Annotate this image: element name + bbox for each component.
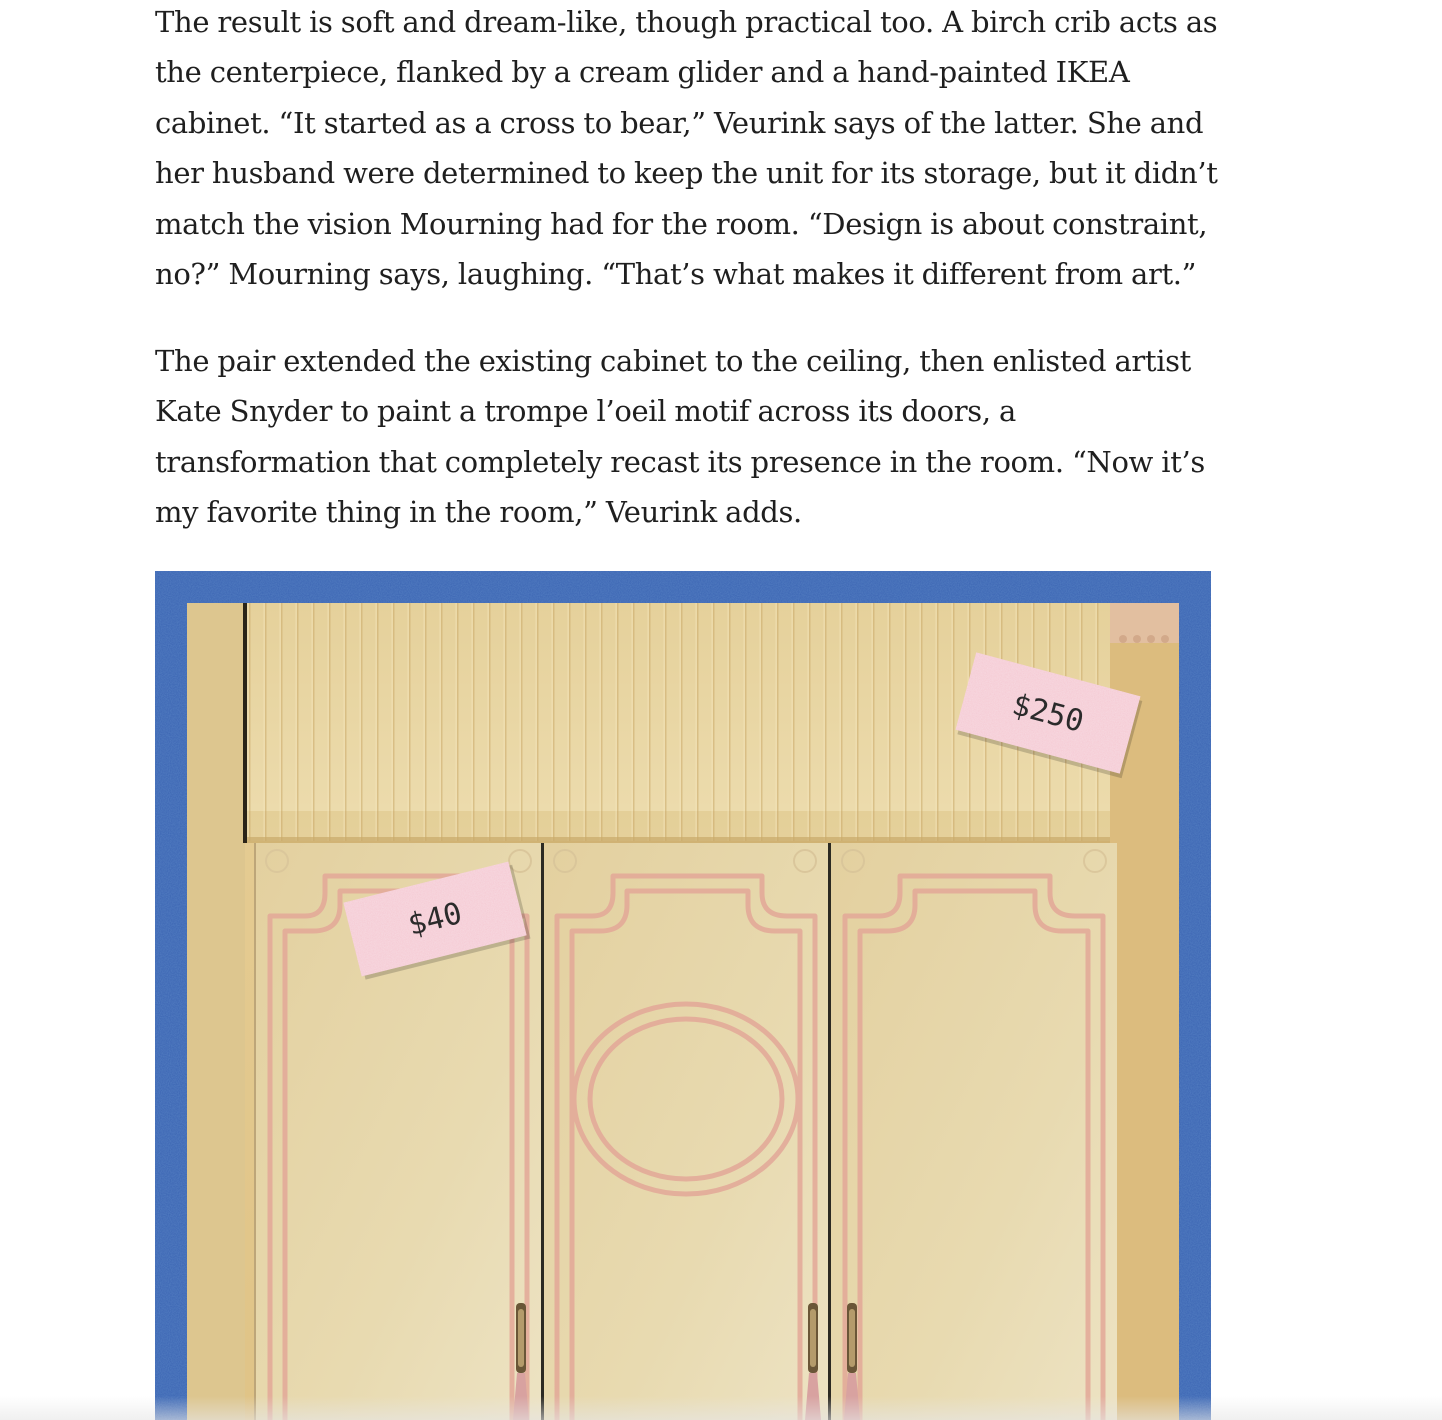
paragraph-line: my favorite thing in the room,” Veurink adds. — [155, 495, 802, 530]
paragraph-line: transformation that completely recast its presence in the room. “Now it’s — [155, 444, 1205, 479]
paragraph-line: The result is soft and dream-like, though practical too. A birch crib acts as — [155, 5, 1218, 39]
paragraph-line: match the vision Mourning had for the room. “Design is about constraint, — [155, 206, 1208, 241]
paragraph-line: Kate Snyder to paint a trompe l’oeil motif across its doors, a — [155, 394, 1016, 429]
paragraph-line: the centerpiece, flanked by a cream glider and a hand-painted IKEA — [155, 55, 1130, 90]
paragraph-line: no?” Mourning says, laughing. “That’s what makes it different from art.” — [155, 257, 1197, 292]
paragraph-line: The pair extended the existing cabinet to the ceiling, then enlisted artist — [155, 344, 1191, 378]
price-tag-label: $250 — [1008, 687, 1088, 740]
article-paragraph-2 — [155, 336, 1215, 538]
paragraph-line: her husband were determined to keep the unit for its storage, but it didn’t — [155, 156, 1218, 191]
cabinet-photo — [155, 571, 1211, 1420]
article-paragraph-1 — [155, 0, 1218, 299]
price-tag-label: $40 — [404, 895, 466, 944]
cabinet-illustration — [155, 571, 1211, 1420]
paragraph-line: cabinet. “It started as a cross to bear,” Veurink says of the latter. She and — [155, 105, 1204, 140]
